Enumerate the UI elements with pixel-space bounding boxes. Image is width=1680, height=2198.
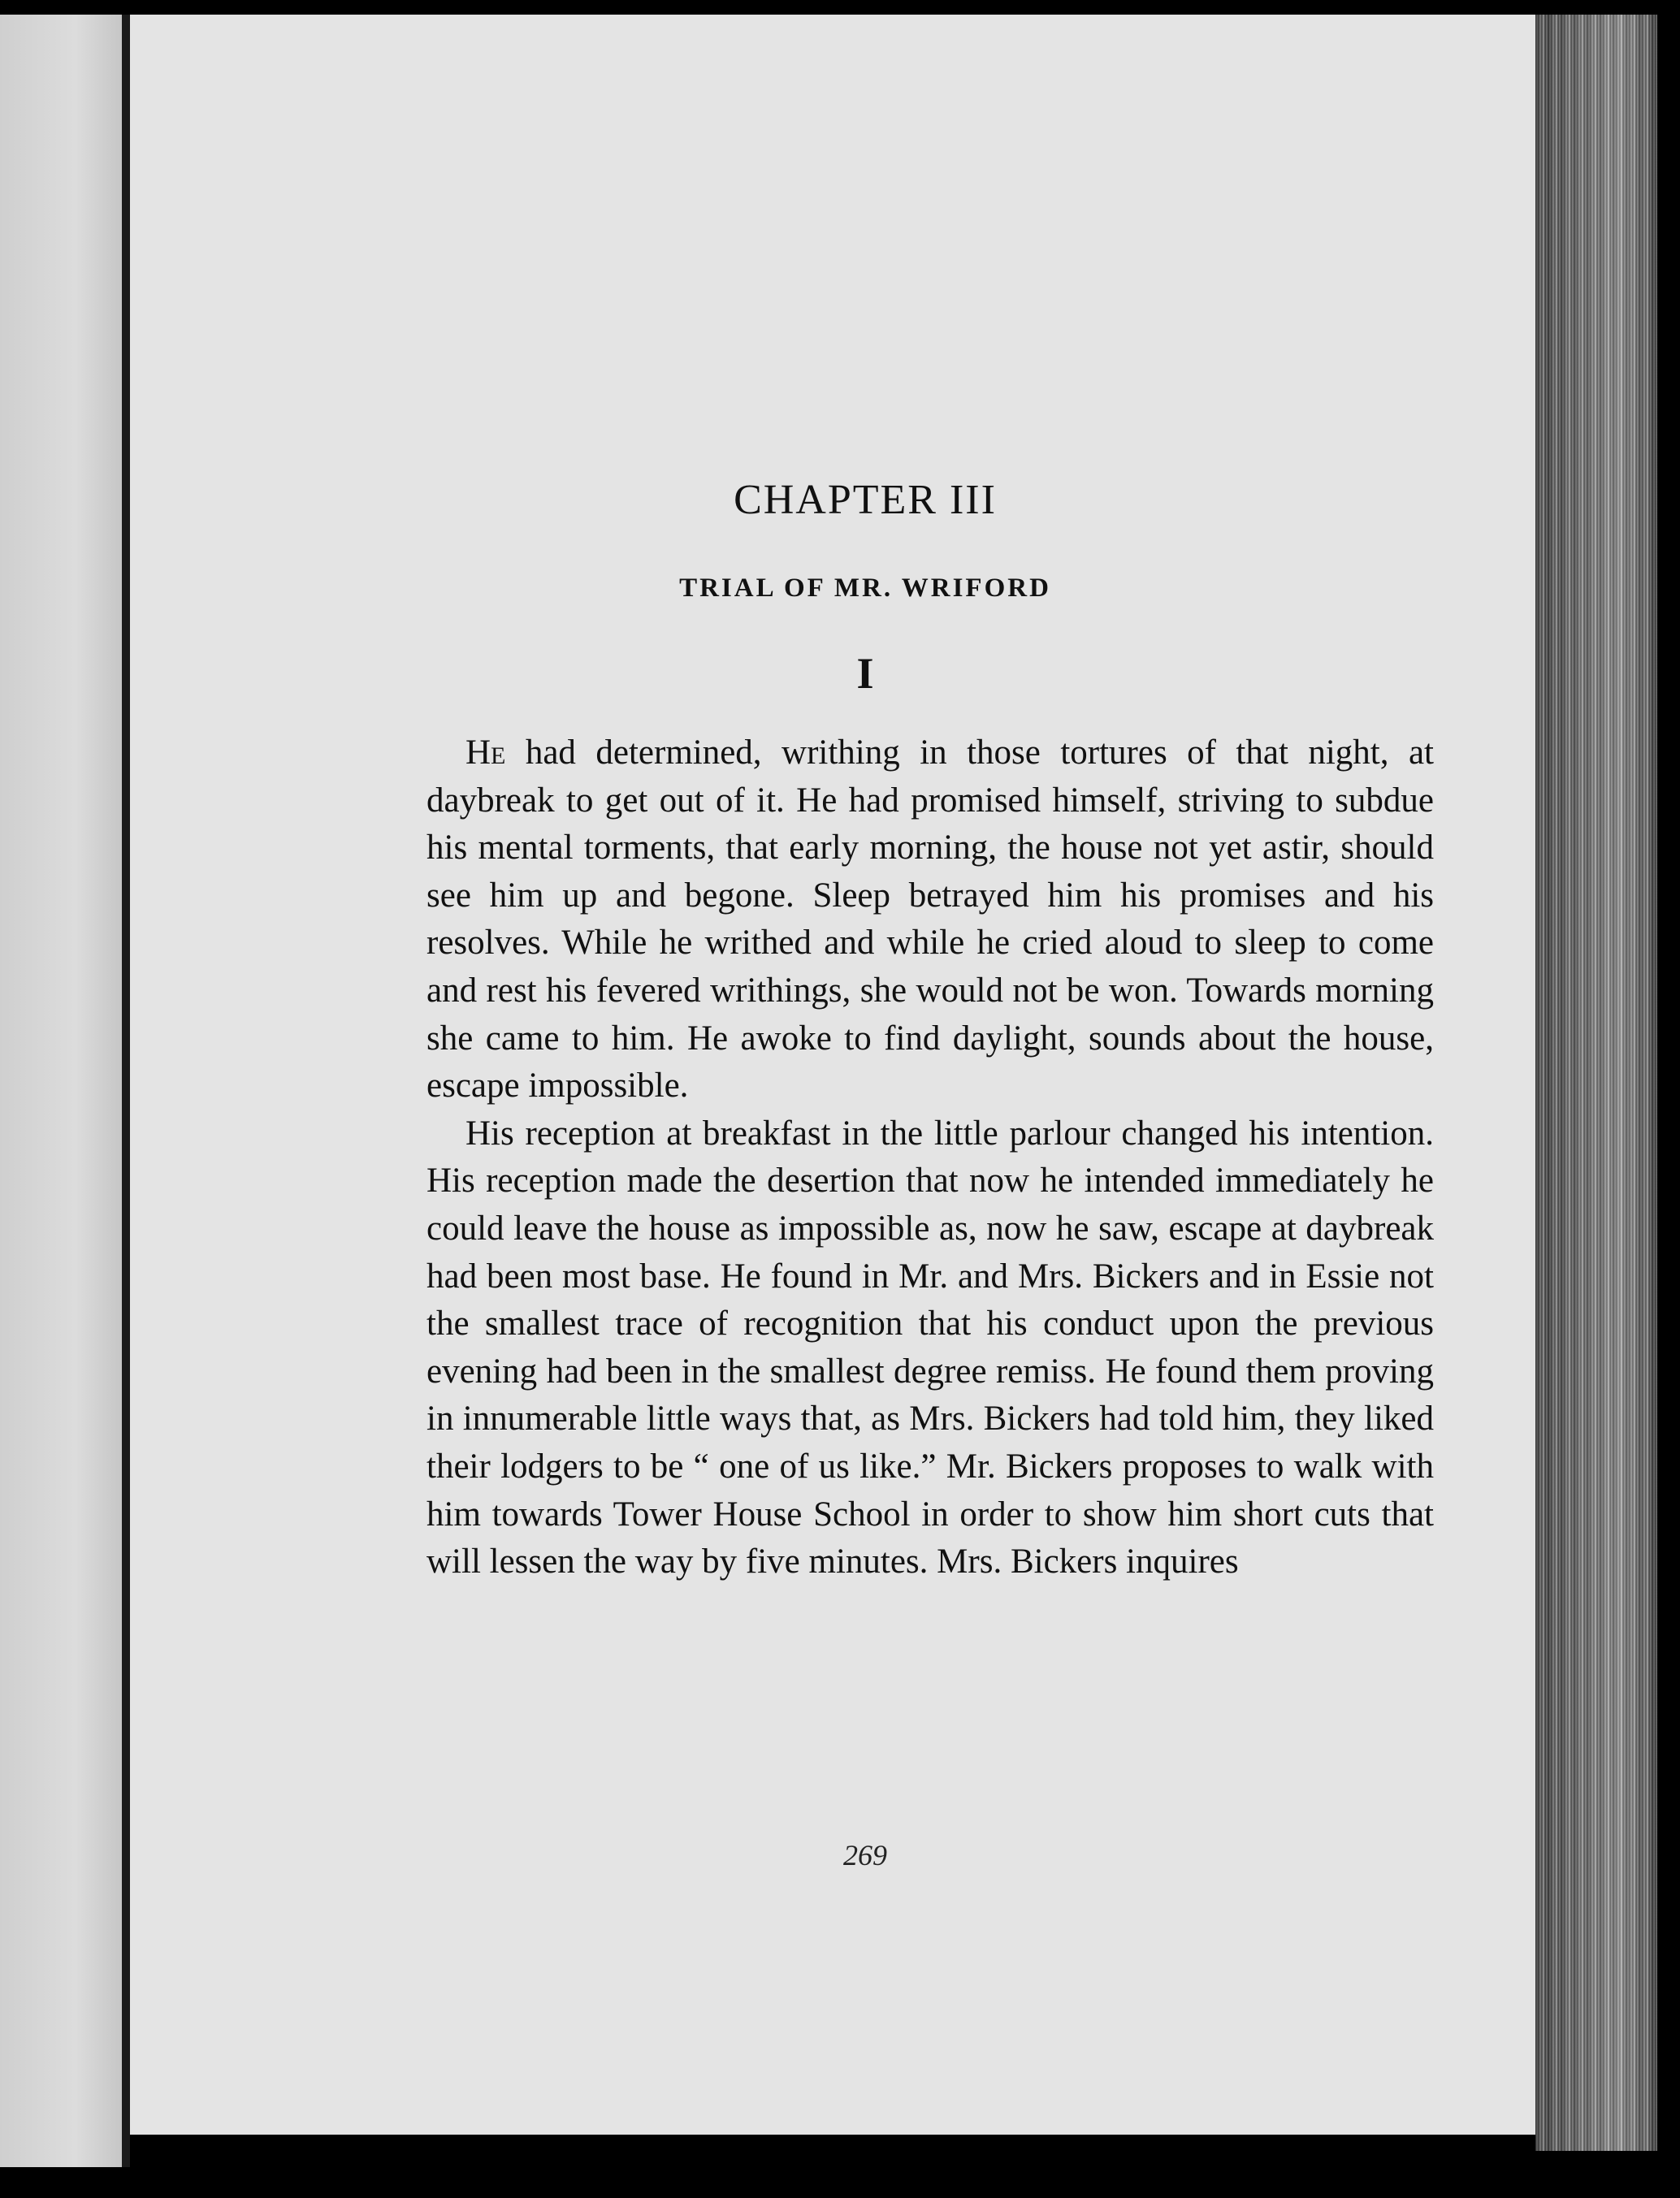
- paragraph-1: [426, 729, 1434, 1110]
- paragraph-lead-word: He: [465, 733, 506, 772]
- page-number: 269: [843, 1839, 887, 1871]
- facing-page-edge: [0, 15, 126, 2167]
- section-number: I: [856, 649, 874, 698]
- paragraph-text: had determined, writhing in those tortures of that night, at daybreak to get out of it. He had promised himself, striving to subdue his mental torments, that early morning, the house not yet astir, should see him up and begone. Sleep betrayed him his promises and his resolves. While he writhed and while he cried aloud to sleep to come and rest his fevered writhings, she would not be won. Towards morning she came to him. He awoke to find daylight, sounds about the house, escape impossible.: [426, 733, 1434, 1105]
- body-text: [426, 729, 1434, 1586]
- page-stack-shading: [1535, 15, 1657, 2151]
- gutter-shadow: [122, 15, 130, 2167]
- chapter-subtitle: TRIAL OF MR. WRIFORD: [679, 573, 1051, 603]
- paragraph-text: His reception at breakfast in the little parlour changed his intention. His reception made the desertion that now he intended immediately he could leave the house as impossible as, now he saw, escape at daybreak had been most base. He found in Mr. and Mrs. Bickers and in Essie not the smallest trace of recognition that his conduct upon the previous evening had been in the smallest degree remiss. He found them proving in innumerable little ways that, as Mrs. Bickers had told him, they liked their lodgers to be “ one of us like.” Mr. Bickers proposes to walk with him towards Tower House School in order to show him short cuts that will lessen the way by five minutes. Mrs. Bickers inquires: [426, 1114, 1434, 1581]
- book-page: [130, 15, 1535, 2135]
- chapter-title: CHAPTER III: [734, 477, 997, 523]
- paragraph-2: [426, 1110, 1434, 1586]
